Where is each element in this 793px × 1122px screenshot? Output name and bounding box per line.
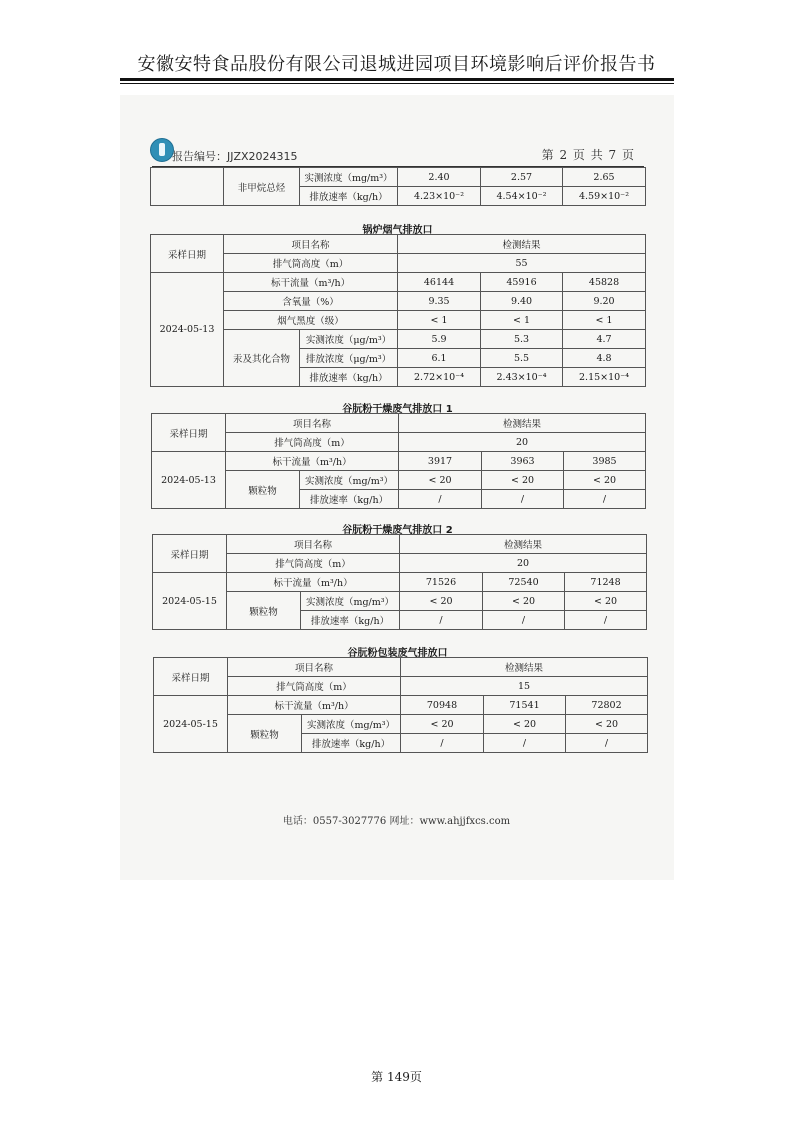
result-header: 检测结果 [398,235,646,254]
cell-value: 71248 [565,573,647,592]
table-row [151,254,646,273]
table-row [153,573,647,592]
pollutant-name: 汞及其化合物 [224,330,300,387]
row-label: 标干流量（m³/h） [228,696,401,715]
pollutant-name: 颗粒物 [227,592,301,630]
table-row [151,273,646,292]
section-title: 谷朊粉包装废气排放口 [347,648,448,659]
cell-value: 2.40 [398,168,481,187]
table-row [152,452,646,471]
pollutant-name: 颗粒物 [228,715,302,753]
date-header: 采样日期 [151,235,224,273]
result-header: 检测结果 [399,414,646,433]
stack-height: 15 [401,677,648,696]
cell-value: < 20 [399,471,482,490]
cell-value: 2.57 [481,168,563,187]
table-row [151,168,646,187]
cell-value: 71541 [484,696,566,715]
cell-value: / [483,611,565,630]
cell-value: 2.43×10⁻⁴ [481,368,563,387]
sample-date: 2024-05-15 [153,573,227,630]
date-header: 采样日期 [153,535,227,573]
row-label: 实测浓度（mg/m³） [300,471,399,490]
cell-value: < 1 [481,311,563,330]
table-row [154,677,648,696]
cell-value: / [484,734,566,753]
row-label: 实测浓度（μg/m³） [300,330,398,349]
cell-value: 70948 [401,696,484,715]
cell-value: 9.35 [398,292,481,311]
table-row [152,471,646,490]
cell-value: 2.72×10⁻⁴ [398,368,481,387]
cell-value: < 1 [563,311,646,330]
row-label: 排气筒高度（m） [226,433,399,452]
cell-value: 4.23×10⁻² [398,187,481,206]
table-row [152,433,646,452]
pollutant-name: 颗粒物 [226,471,300,509]
boiler-table [150,234,646,387]
row-label: 排放浓度（μg/m³） [300,349,398,368]
cell-value: / [482,490,564,509]
cell-value: 72802 [566,696,648,715]
cell-value: 6.1 [398,349,481,368]
table-row [154,696,648,715]
item-header: 项目名称 [224,235,398,254]
document-header: 安徽安特食品股份有限公司退城进园项目环境影响后评价报告书 [137,54,656,75]
cell-value: 5.9 [398,330,481,349]
cell-value: 3917 [399,452,482,471]
footer-contact: 电话：0557-3027776 网址：www.ahjjfxcs.com [282,816,511,827]
table-row [151,292,646,311]
row-label: 排放速率（kg/h） [300,490,399,509]
cell-value: < 20 [483,592,565,611]
cell-value: / [401,734,484,753]
continuation-table [150,167,646,206]
result-header: 检测结果 [401,658,648,677]
cell-value: 4.59×10⁻² [563,187,646,206]
result-header: 检测结果 [400,535,647,554]
cell-value: < 20 [482,471,564,490]
cell-value: < 20 [401,715,484,734]
cell-value: < 20 [565,592,647,611]
cell-value: 5.5 [481,349,563,368]
table-row [151,235,646,254]
stack-height: 20 [399,433,646,452]
table-row [154,658,648,677]
table-row [154,715,648,734]
cell-value: 2.65 [563,168,646,187]
row-label: 排气筒高度（m） [224,254,398,273]
cell-value: 72540 [483,573,565,592]
cell-value: 71526 [400,573,483,592]
item-header: 项目名称 [226,414,399,433]
cell-value: 3985 [564,452,646,471]
section-title: 谷朊粉干燥废气排放口 2 [342,525,453,536]
row-label: 排气筒高度（m） [227,554,400,573]
date-header: 采样日期 [154,658,228,696]
cell-value: 4.7 [563,330,646,349]
row-label: 排放速率（kg/h） [300,187,398,206]
section-title: 锅炉烟气排放口 [362,225,433,236]
cell-value: 9.40 [481,292,563,311]
row-label: 排放速率（kg/h） [301,611,400,630]
dryer-exhaust-2-table [152,534,647,630]
row-label: 实测浓度（mg/m³） [301,592,400,611]
row-label: 排放速率（kg/h） [302,734,401,753]
cell-value: 45916 [481,273,563,292]
header-rule-thick [120,78,674,81]
stack-height: 55 [398,254,646,273]
pollutant-name: 非甲烷总烃 [224,168,300,206]
table-row [153,554,647,573]
item-header: 项目名称 [227,535,400,554]
report-number: 报告编号：JJZX2024315 [172,150,298,163]
row-label: 排放速率（kg/h） [300,368,398,387]
table-row [153,592,647,611]
row-label: 标干流量（m³/h） [224,273,398,292]
cell-value: / [565,611,647,630]
table-row [152,414,646,433]
sample-date: 2024-05-13 [151,273,224,387]
cell-value: < 20 [400,592,483,611]
cell-value: 5.3 [481,330,563,349]
row-label: 标干流量（m³/h） [226,452,399,471]
row-label: 含氧量（%） [224,292,398,311]
table-row [151,330,646,349]
cell-value: < 1 [398,311,481,330]
cell-value: / [399,490,482,509]
row-label: 实测浓度（mg/m³） [302,715,401,734]
dryer-exhaust-1-table [151,413,646,509]
cell-value: 4.8 [563,349,646,368]
row-label: 排气筒高度（m） [228,677,401,696]
lab-logo-icon [150,138,174,162]
report-page-indicator: 第 2 页 共 7 页 [541,148,635,162]
sample-date: 2024-05-15 [154,696,228,753]
page-number: 第 149页 [371,1070,422,1084]
cell-value: 46144 [398,273,481,292]
date-header: 采样日期 [152,414,226,452]
cell-value: / [400,611,483,630]
cell-value: < 20 [564,471,646,490]
row-label: 烟气黑度（级） [224,311,398,330]
packaging-exhaust-table [153,657,648,753]
sample-date: 2024-05-13 [152,452,226,509]
cell-value: 2.15×10⁻⁴ [563,368,646,387]
item-header: 项目名称 [228,658,401,677]
row-label: 标干流量（m³/h） [227,573,400,592]
cell-value: 9.20 [563,292,646,311]
section-title: 谷朊粉干燥废气排放口 1 [342,404,453,415]
cell-value: / [564,490,646,509]
row-label: 实测浓度（mg/m³） [300,168,398,187]
cell-value: < 20 [566,715,648,734]
table-row [153,535,647,554]
cell-value: < 20 [484,715,566,734]
cell-value: 3963 [482,452,564,471]
report-info-line [150,148,645,166]
table-row [151,311,646,330]
cell-value: 4.54×10⁻² [481,187,563,206]
header-rule-thin [120,83,674,84]
cell-value: 45828 [563,273,646,292]
cell-value: / [566,734,648,753]
stack-height: 20 [400,554,647,573]
